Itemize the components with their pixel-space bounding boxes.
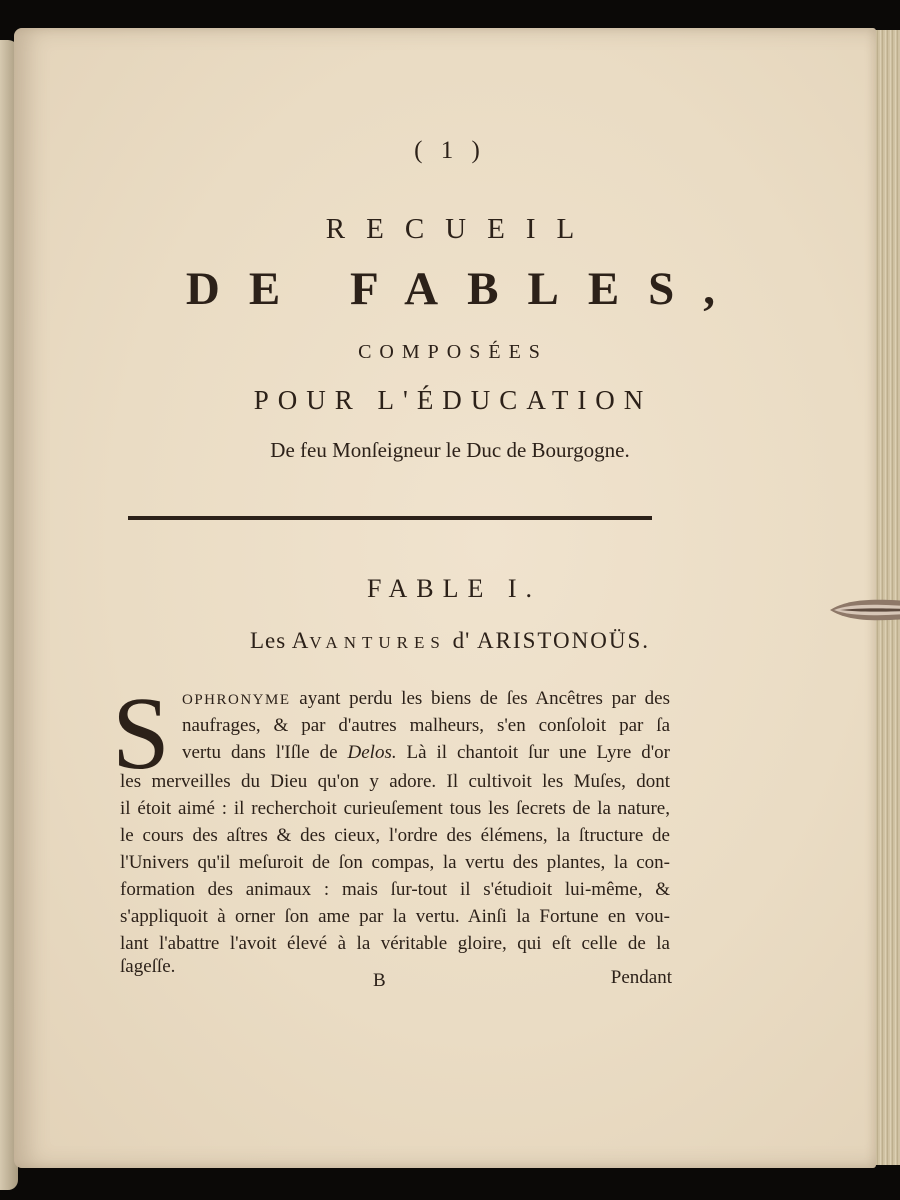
body-line-8: formation des animaux : mais ſur-tout il s'étudioit lui-même, & [120, 879, 670, 900]
line-3-start: vertu dans l'Iſle de [182, 742, 348, 763]
fable-title-name: ARISTONOÜS. [476, 628, 650, 653]
body-line-5: il étoit aimé : il recherchoit curieuſement tous les ſecrets de la nature, [120, 798, 670, 819]
title-composees: COMPOSÉES [358, 341, 548, 363]
fable-title-initial: A [291, 628, 310, 653]
first-word: OPHRONYME [182, 692, 291, 708]
line-1-rest: ayant perdu les biens de ſes Ancêtres par des [290, 688, 670, 709]
signature-mark: B [373, 970, 386, 991]
fable-title [0, 628, 900, 654]
fable-title-prefix: Les [250, 628, 292, 653]
fable-title-smallcaps: VANTURES [309, 633, 446, 652]
body-line-10: lant l'abattre l'avoit élevé à la véritable gloire, qui eſt celle de la [120, 933, 670, 954]
title-recueil: RECUEIL [325, 213, 596, 245]
body-line-3 [182, 741, 670, 765]
drop-cap: S [112, 676, 170, 791]
body-line-last: ſageſſe. [120, 956, 176, 977]
place-name: Delos. [347, 742, 397, 763]
section-rule [128, 516, 652, 520]
fable-title-middle: d' [445, 628, 477, 653]
fable-number: FABLE I. [366, 574, 542, 603]
title-de-fables: DE FABLES, [185, 263, 745, 315]
catchword: Pendant [610, 967, 672, 988]
body-line-2: naufrages, & par d'autres malheurs, s'en conſoloit par ſa [182, 715, 670, 736]
body-line-9: s'appliquoit à orner ſon ame par la vertu. Ainſi la Fortune en vou- [120, 906, 670, 927]
page-number: ( 1 ) [414, 137, 486, 164]
title-pour-education: POUR L'ÉDUCATION [253, 385, 653, 415]
body-line-4: les merveilles du Dieu qu'on y adore. Il cultivoit les Muſes, dont [120, 771, 670, 792]
body-line-7: l'Univers qu'il meſuroit de ſon compas, la vertu des plantes, la con- [120, 852, 670, 873]
body-line-6: le cours des aſtres & des cieux, l'ordre des élémens, la ſtructure de [120, 825, 670, 846]
line-3-end: Là il chantoit ſur une Lyre d'or [396, 742, 670, 763]
dedication-line: De feu Monſeigneur le Duc de Bourgogne. [270, 438, 630, 462]
body-line-1 [182, 687, 670, 712]
